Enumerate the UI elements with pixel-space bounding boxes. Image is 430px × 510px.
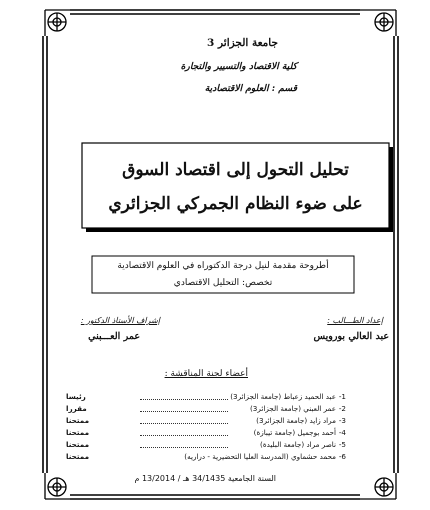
committee-member [66,393,346,403]
thesis-degree: أطروحة مقدمة لنيل درجة الدكتوراه في العلوم الاقتصادية [117,261,329,271]
title-box [82,143,389,228]
member-number: 1- [338,392,346,401]
thesis-specialty: تخصص: التحليل الاقتصادي [173,278,273,288]
member-role: ممتحنا [66,440,90,449]
member-number: 2- [338,404,346,413]
supervisor-name: عمر العـــبني [88,331,140,342]
member-name: عمر العبني (جامعة الجزائر3) [249,404,336,413]
member-number: 4- [338,428,346,437]
member-number: 3- [338,416,346,425]
faculty-name: كلية الاقتصاد والتسيير والتجارة [180,61,297,72]
dotted-leader [140,423,228,424]
member-role: ممتحنا [66,416,90,425]
member-role: مقررا [66,404,87,413]
committee-member [66,405,346,415]
member-role: ممتحنا [66,452,90,461]
member-name: مراد زايد (جامعة الجزائر3) [256,416,336,425]
member-name: محمد حشماوي (المدرسة العليا التحضيرية - دراريه) [184,452,336,461]
committee-member [66,453,346,463]
member-name: أحمد بوجميل (جامعة تيبازة) [253,428,336,437]
student-label: إعداد الطـــالب : [327,316,383,325]
supervisor-label: إشراف الأستاذ الدكتور : [80,316,160,325]
member-number: 5- [338,440,346,449]
member-role: رئيسا [66,392,86,401]
member-name: ناصر مراد (جامعة البليدة) [260,440,336,449]
dotted-leader [140,399,228,400]
thesis-title-line2: على ضوء النظام الجمركي الجزائري [108,194,363,214]
thesis-title-line1: تحليل التحول إلى اقتصاد السوق [122,160,349,180]
academic-year: السنة الجامعية 34/1435 هـ / 13/2014 م [134,474,276,483]
member-name: عبد الحميد زعباط (جامعة الجزائر3) [230,392,336,401]
dotted-leader [140,411,228,412]
student-name: عبد العالي بورويس [313,331,389,342]
committee-title: أعضاء لجنة المناقشة : [164,369,248,379]
member-role: ممتحنا [66,428,90,437]
committee-member [66,429,346,439]
member-number: 6- [338,452,346,461]
university-name: جامعة الجزائر 3 [207,37,278,49]
department-name: قسم : العلوم الاقتصادية [204,83,297,94]
committee-member [66,417,346,427]
dotted-leader [140,447,228,448]
committee-member [66,441,346,451]
dotted-leader [140,435,228,436]
